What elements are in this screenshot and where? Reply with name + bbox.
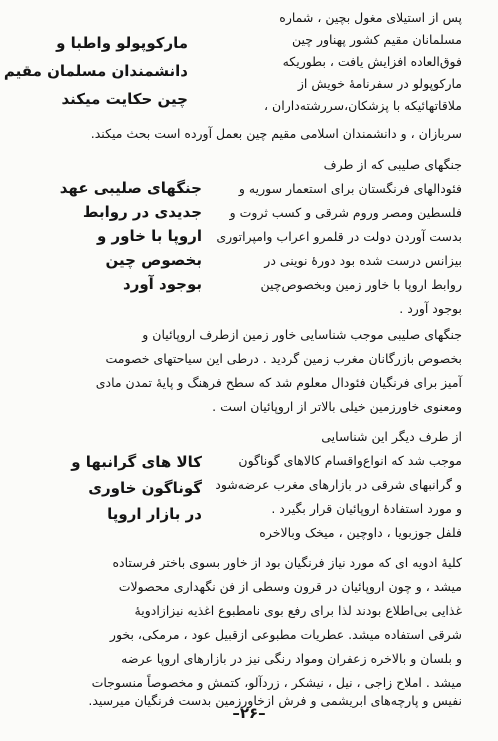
paragraph-line: مسلمانان مقیم کشور پهناور چین (292, 32, 462, 47)
paragraph-line: موجب شد که انواع‌واقسام کالاهای گوناگون (238, 453, 462, 468)
paragraph-line: بخصوص بازرگانان مغرب زمین گردید . درطی این سیاحتهای خصومت (105, 351, 462, 366)
paragraph-line: بدست آوردن دولت در قلمرو اعراب وامپراتوری (216, 229, 462, 244)
paragraph-line: مارکوپولو در سفرنامهٔ خویش از (297, 76, 462, 91)
margin-heading-line: جنگهای صلیبی عهد (59, 179, 202, 197)
margin-heading-line: بخصوص چین (105, 251, 202, 269)
margin-heading-line: گوناگون خاوری (88, 479, 202, 497)
margin-heading-line: اروپا با خاور و (96, 227, 202, 245)
margin-heading-line: کالا های گرانبها و (71, 453, 202, 471)
paragraph-line: فوق‌العاده افزایش یافت ، بطوریکه (282, 54, 462, 69)
margin-heading-line: دانشمندان مسلمان مقیم (3, 62, 188, 80)
paragraph-line: فلفل‌ جوزبویا ، داوچین ، میخک وبالاخره (259, 525, 462, 540)
paragraph-line: میشد . املاح زاجی ، نیل ، نیشکر ، زردآلو، کتمش و مخصوصاً منسوجات (91, 675, 462, 690)
paragraph-line: آمیز برای فرنگیان فئودال معلوم شد که سطح فرهنگ و پایهٔ تمدن مادی (95, 375, 462, 390)
margin-heading-line: بوجود آورد (123, 275, 202, 293)
paragraph-line: نفیس و پارچه‌های ابریشمی و فرش ازخاورزمین بدست فرنگیان میرسید. (88, 693, 462, 708)
paragraph-line: از طرف دیگر این شناسایی (321, 429, 462, 444)
paragraph-line: فلسطین ومصر وروم شرقی و کسب ثروت و (229, 205, 462, 220)
margin-heading-line: در بازار اروپا (107, 505, 202, 523)
paragraph-line: روابط اروپا با خاور زمین وبخصوص‌چین (260, 277, 462, 292)
paragraph-line: و بلسان و بالاخره زعفران ومواد رنگی نیز در بازارهای اروپا عرضه (121, 651, 462, 666)
paragraph-line: جنگهای صلیبی که از طرف (323, 157, 462, 172)
paragraph-line: جنگهای صلیبی موجب شناسایی خاور زمین ازطرف اروپائیان و (142, 327, 462, 342)
paragraph-line: ومعنوی خاورزمین خیلی بالاتر از اروپائیان است . (212, 399, 462, 414)
margin-heading-line: چین حکایت میکند (61, 90, 188, 108)
paragraph-line: شرقی استفاده میشد. عطریات مطبوعی ازقبیل عود ، مرمکی، بخور (109, 627, 462, 642)
margin-heading-line: جدیدی در روابط (82, 203, 202, 221)
paragraph-line: بوجود آورد . (399, 301, 462, 316)
paragraph-line: بیزانس درست شده بود دورهٔ نوینی در (264, 253, 462, 268)
paragraph-line: کلیهٔ ادویه ای که مورد نیاز فرنگیان بود از خاور بسوی باختر فرستاده (112, 555, 462, 570)
margin-heading-line: مارکوپولو واطبا و (56, 34, 188, 52)
paragraph-line: غذایی بی‌اطلاع بودند لذا برای رفع بوی نامطبوع اغذیه نیزازادویهٔ (134, 603, 462, 618)
paragraph-line: ملاقاتهائیکه با پزشکان،سررشته‌داران ، (264, 98, 462, 113)
paragraph-line: و مورد استفادهٔ اروپائیان قرار بگیرد . (271, 501, 462, 516)
paragraph-line: و گرانبهای شرقی در بازارهای مغرب عرضه‌شود (215, 477, 462, 492)
paragraph-line: میشد ، و چون اروپائیان در قرون وسطی از فن نگهداری محصولات (118, 579, 462, 594)
paragraph-line: سربازان ، و دانشمندان اسلامی مقیم چین بعمل آورده است بحث میکند. (90, 126, 462, 141)
page-number: –۲۶– (232, 704, 266, 722)
paragraph-line: فئودالهای فرنگستان برای استعمار سوریه و (238, 181, 462, 196)
paragraph-line: پس از استیلای مغول بچین ، شماره (279, 10, 462, 25)
